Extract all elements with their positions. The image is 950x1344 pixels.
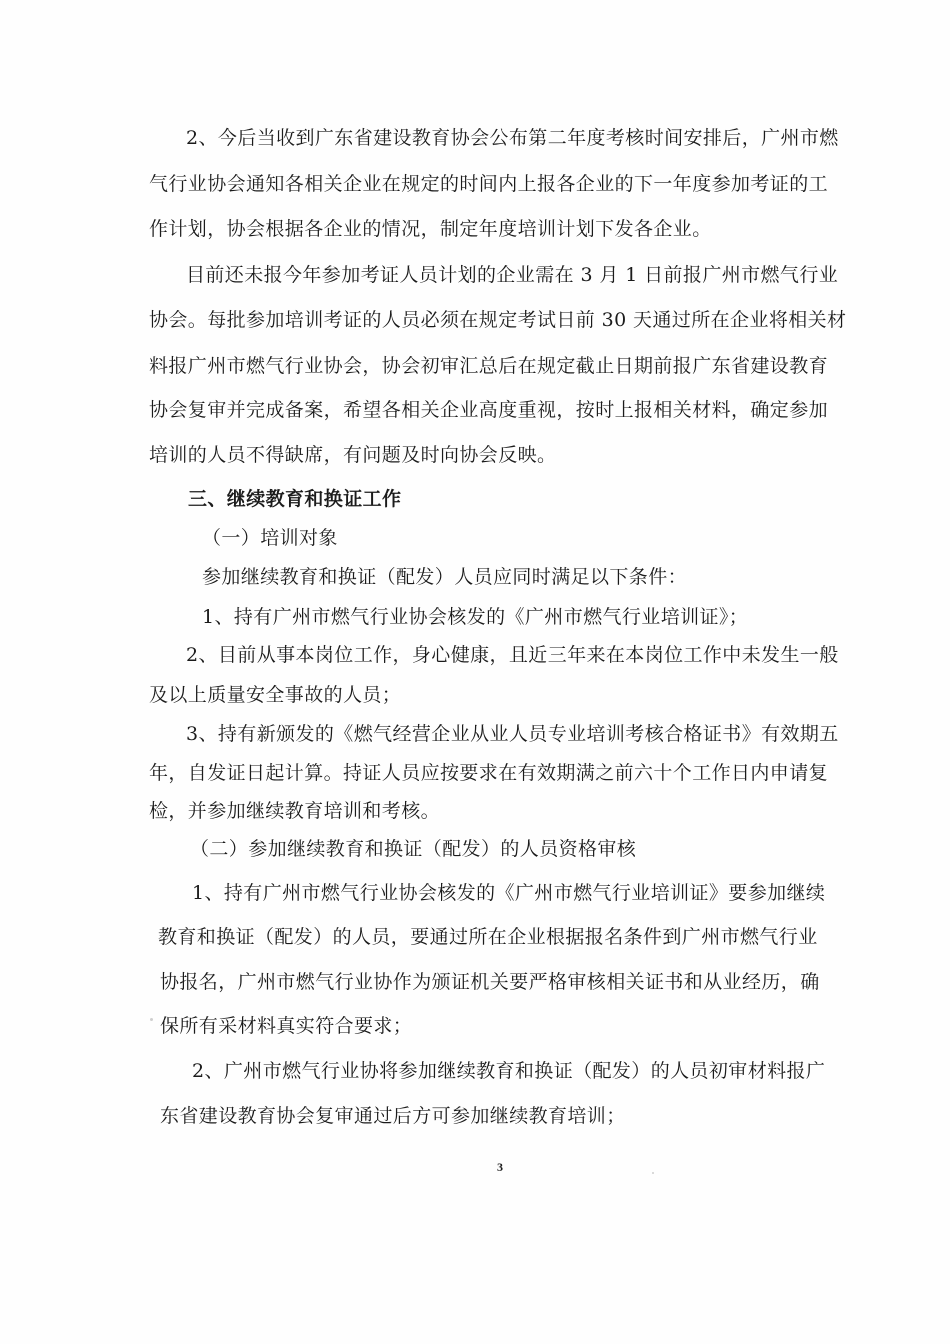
text-line: 协报名，广州市燃气行业协作为颁证机关要严格审核相关证书和从业经历，确: [160, 971, 820, 993]
text-line: 气行业协会通知各相关企业在规定的时间内上报各企业的下一年度参加考证的工: [149, 173, 829, 195]
text-line: 培训的人员不得缺席，有问题及时向协会反映。: [149, 444, 557, 466]
text-line: 2、目前从事本岗位工作，身心健康，且近三年来在本岗位工作中未发生一般: [186, 644, 839, 666]
scan-speck: [150, 1018, 153, 1021]
text-line: 协会复审并完成备案，希望各相关企业高度重视，按时上报相关材料，确定参加: [149, 399, 829, 421]
text-line: 年，自发证日起计算。持证人员应按要求在有效期满之前六十个工作日内申请复: [149, 762, 829, 784]
text-line: 作计划，协会根据各企业的情况，制定年度培训计划下发各企业。: [149, 218, 712, 240]
text-line: 保所有采材料真实符合要求；: [160, 1015, 413, 1037]
text-line: 协会。每批参加培训考证的人员必须在规定考试日前 30 天通过所在企业将相关材: [149, 309, 847, 331]
text-line: 东省建设教育协会复审通过后方可参加继续教育培训；: [160, 1105, 626, 1127]
subsection-heading: （二）参加继续教育和换证（配发）的人员资格审核: [190, 838, 637, 860]
text-line: 2、今后当收到广东省建设教育协会公布第二年度考核时间安排后，广州市燃: [186, 127, 839, 149]
text-line: 目前还未报今年参加考证人员计划的企业需在 3 月 1 日前报广州市燃气行业: [186, 264, 839, 286]
section-heading: 三、继续教育和换证工作: [188, 488, 402, 510]
text-line: 料报广州市燃气行业协会，协会初审汇总后在规定截止日期前报广东省建设教育: [149, 355, 829, 377]
text-line: 3、持有新颁发的《燃气经营企业从业人员专业培训考核合格证书》有效期五: [186, 723, 839, 745]
text-line: 参加继续教育和换证（配发）人员应同时满足以下条件：: [202, 566, 688, 588]
page-number: 3: [497, 1160, 503, 1174]
text-line: 2、广州市燃气行业协将参加继续教育和换证（配发）的人员初审材料报广: [192, 1060, 826, 1082]
text-line: 1、持有广州市燃气行业协会核发的《广州市燃气行业培训证》要参加继续: [192, 882, 826, 904]
text-line: 教育和换证（配发）的人员，要通过所在企业根据报名条件到广州市燃气行业: [158, 926, 818, 948]
text-line: 及以上质量安全事故的人员；: [149, 684, 402, 706]
text-line: 检，并参加继续教育培训和考核。: [149, 800, 441, 822]
subsection-heading: （一）培训对象: [202, 527, 338, 549]
text-line: 1、持有广州市燃气行业协会核发的《广州市燃气行业培训证》；: [202, 606, 749, 628]
scan-speck: [652, 1172, 654, 1174]
